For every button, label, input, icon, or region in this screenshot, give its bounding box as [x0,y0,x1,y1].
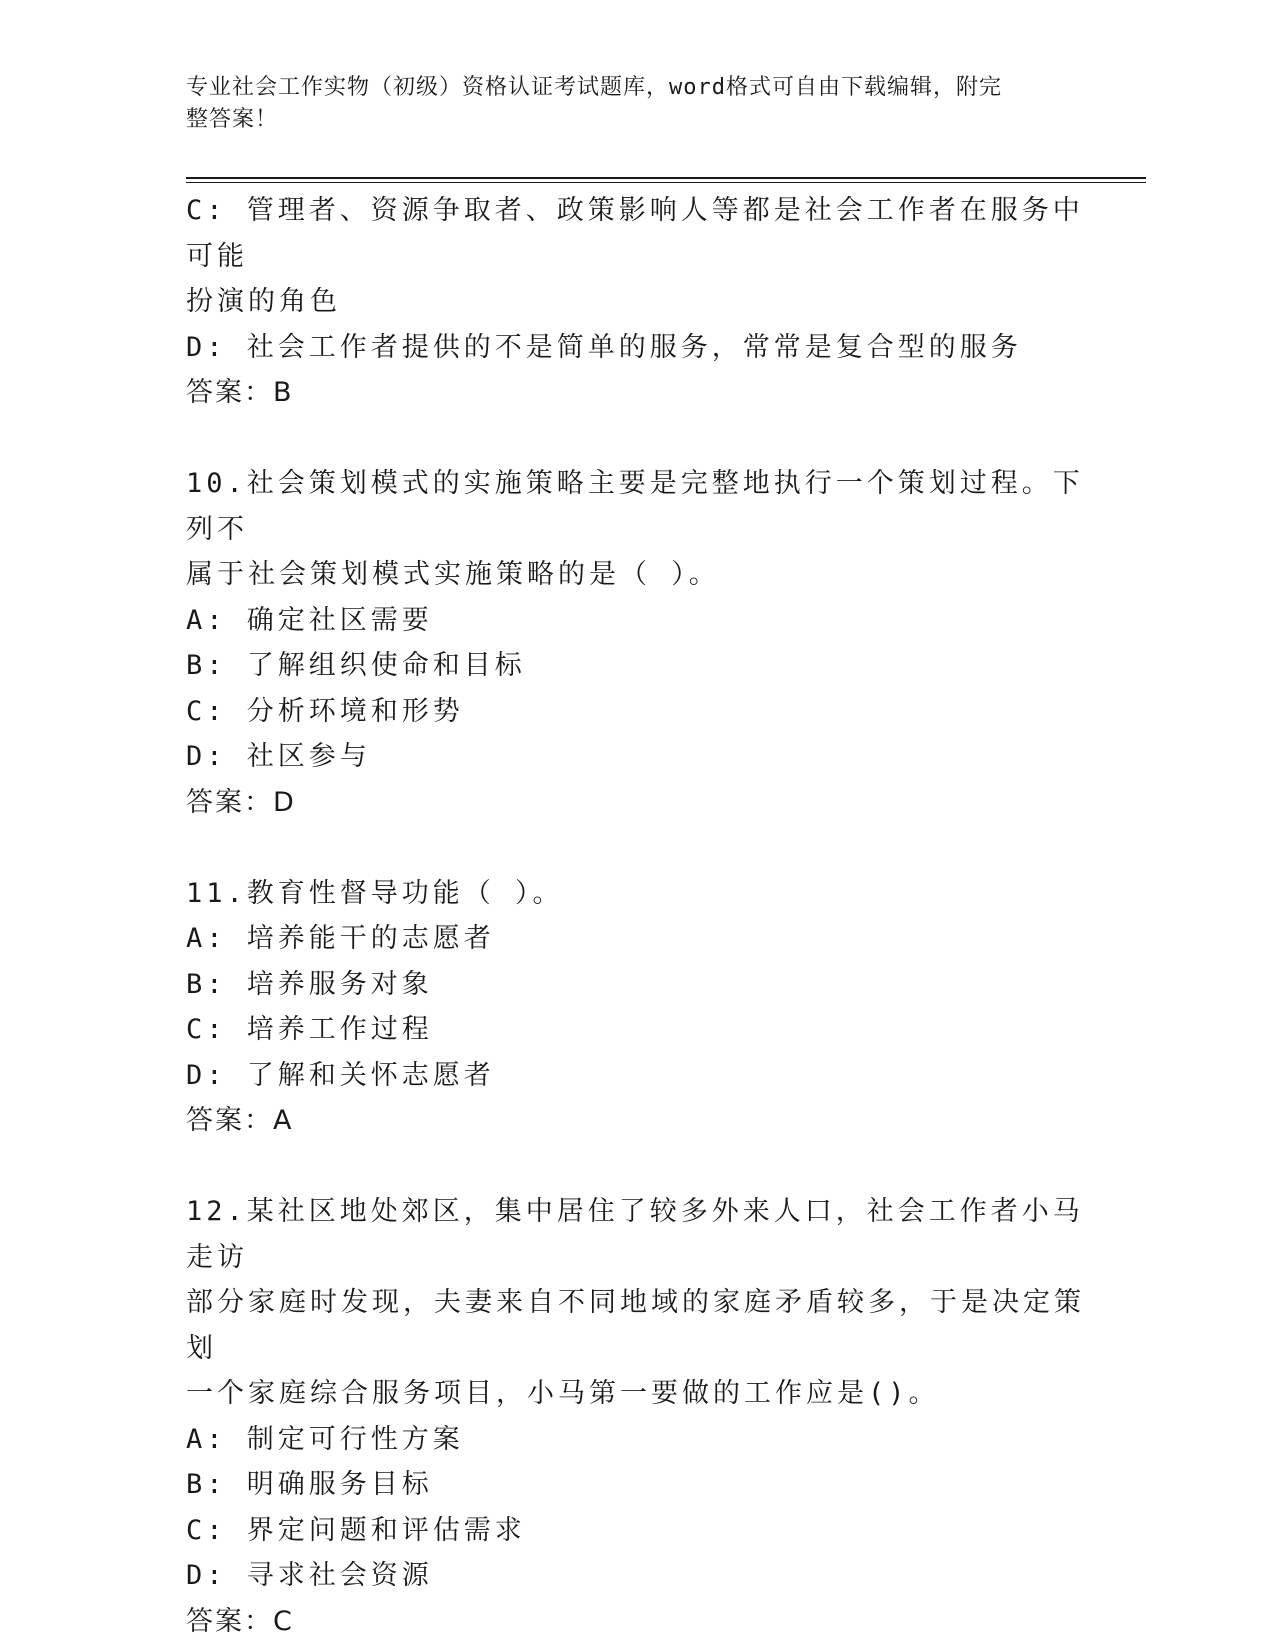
question-stem-line-3: 一个家庭综合服务项目，小马第一要做的工作应是()。 [186,1378,940,1409]
question-11 [186,871,1086,1144]
header-divider-thin [186,182,1146,183]
header-divider-thick [186,177,1146,179]
answer-line: 答案：C [186,1605,294,1637]
option-d: D: 社区参与 [186,741,371,772]
option-d: D: 社会工作者提供的不是简单的服务，常常是复合型的服务 [186,331,1022,363]
option-d: D: 了解和关怀志愿者 [186,1059,495,1091]
option-c: C: 分析环境和形势 [186,695,464,727]
option-a: A: 确定社区需要 [186,604,433,636]
option-b: B: 了解组织使命和目标 [186,650,526,681]
question-stem-line-2: 属于社会策划模式实施策略的是（ ）。 [186,559,720,590]
option-c: C: 培养工作过程 [186,1014,433,1045]
question-list [186,188,1086,1644]
option-c-line-2: 扮演的角色 [186,286,341,317]
option-b: B: 明确服务目标 [186,1469,433,1500]
question-12 [186,1189,1086,1644]
question-9-continued [186,188,1086,416]
answer-line: 答案：B [186,377,294,408]
option-c: C: 界定问题和评估需求 [186,1514,526,1546]
question-10 [186,461,1086,825]
option-c-line-1: C: 管理者、资源争取者、政策影响人等都是社会工作者在服务中可能 [186,195,1084,272]
answer-line: 答案：D [186,786,296,818]
question-stem-line-1: 10.社会策划模式的实施策略主要是完整地执行一个策划过程。下列不 [186,468,1084,545]
question-stem-line-1: 11.教育性督导功能（ ）。 [186,877,564,909]
option-a: A: 制定可行性方案 [186,1423,464,1455]
option-d: D: 寻求社会资源 [186,1560,433,1591]
spacer [186,1144,1086,1190]
header-line-1: 专业社会工作实物（初级）资格认证考试题库，word格式可自由下载编辑，附完 [186,75,1002,100]
option-a: A: 培养能干的志愿者 [186,923,495,954]
page-header [186,72,1066,136]
spacer [186,416,1086,462]
option-b: B: 培养服务对象 [186,968,433,1000]
question-stem-line-2: 部分家庭时发现，夫妻来自不同地域的家庭矛盾较多，于是决定策划 [186,1287,1085,1364]
spacer [186,825,1086,871]
header-line-2: 整答案！ [186,107,279,132]
answer-line: 答案：A [186,1105,294,1136]
question-stem-line-1: 12.某社区地处郊区，集中居住了较多外来人口，社会工作者小马走访 [186,1196,1084,1273]
